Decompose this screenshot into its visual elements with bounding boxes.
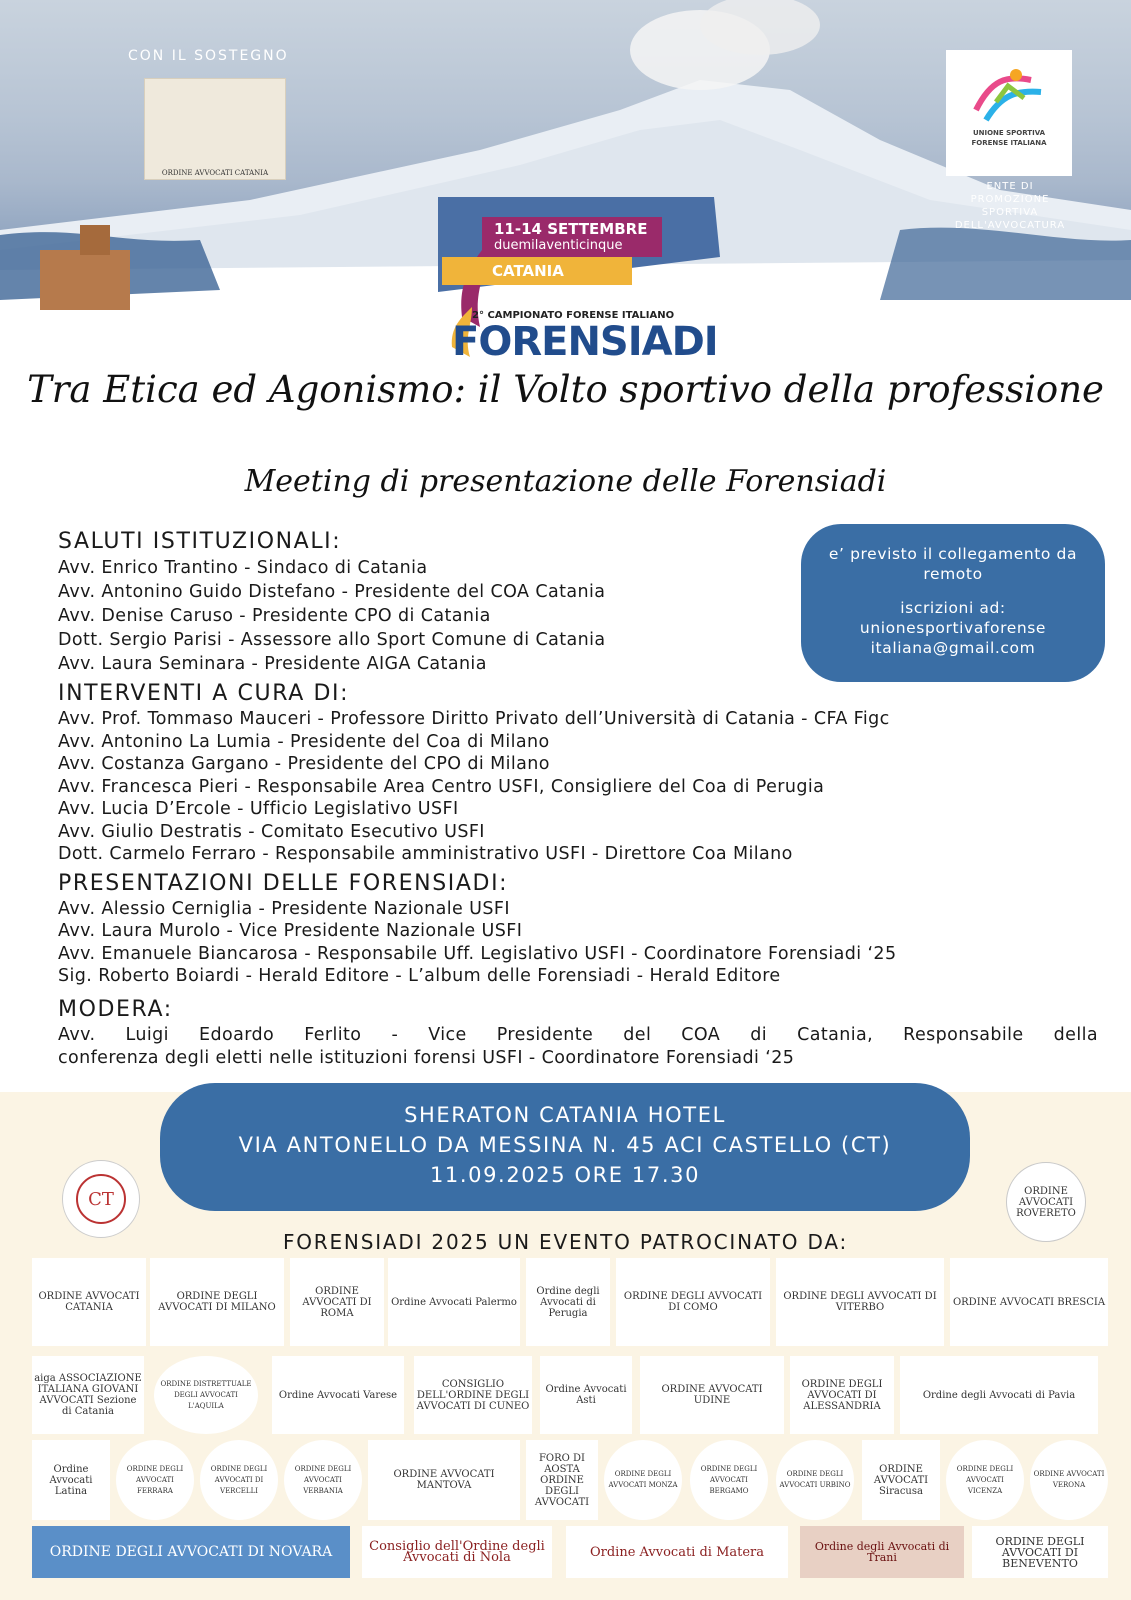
venue-name: SHERATON CATANIA HOTEL <box>404 1103 726 1127</box>
patron-name: Ordine Avvocati Asti <box>545 1384 627 1406</box>
patron-logo <box>526 1440 598 1520</box>
interventi-item: Avv. Costanza Gargano - Presidente del CPO di Milano <box>58 754 550 774</box>
usfi-logo <box>946 50 1072 176</box>
saluti-item: Avv. Enrico Trantino - Sindaco di Catania <box>58 558 428 578</box>
patron-name: ORDINE DISTRETTUALE DEGLI AVVOCATI L'AQUILA <box>160 1379 252 1410</box>
patron-name: ORDINE DEGLI AVVOCATI VERBANIA <box>294 1464 352 1495</box>
patron-name: ORDINE DEGLI AVVOCATI DI VITERBO <box>783 1291 937 1313</box>
presentazioni-item: Avv. Alessio Cerniglia - Presidente Nazionale USFI <box>58 898 510 919</box>
program <box>58 524 1098 1069</box>
venue-address: VIA ANTONELLO DA MESSINA N. 45 ACI CASTELLO (CT) <box>238 1133 892 1157</box>
patron-name: ORDINE DEGLI AVVOCATI MONZA <box>608 1470 678 1489</box>
date-band <box>482 217 662 257</box>
email-line-1[interactable]: unionesportivaforense <box>859 619 1047 637</box>
svg-text:CT: CT <box>88 1189 114 1210</box>
patron-logo <box>154 1356 258 1434</box>
interventi-item: Dott. Carmelo Ferraro - Responsabile amministrativo USFI - Direttore Coa Milano <box>58 844 793 864</box>
patron-logo <box>414 1356 532 1434</box>
patron-name: ORDINE DEGLI AVVOCATI DI VERCELLI <box>210 1464 268 1495</box>
patron-logo <box>776 1258 944 1346</box>
event-city: CATANIA <box>442 257 632 285</box>
interventi-item: Avv. Francesca Pieri - Responsabile Area Centro USFI, Consigliere del Coa di Perugia <box>58 776 825 797</box>
modera-heading: MODERA: <box>58 996 173 1022</box>
presentazioni-item: Avv. Laura Murolo - Vice Presidente Nazionale USFI <box>58 921 523 941</box>
saluti-item: Avv. Antonino Guido Distefano - Presidente del COA Catania <box>58 582 606 602</box>
patron-name: ORDINE DEGLI AVVOCATI VICENZA <box>956 1464 1014 1495</box>
patron-logo <box>32 1526 350 1578</box>
patron-name: Ordine degli Avvocati di Perugia <box>536 1285 600 1319</box>
patron-name: Ordine Avvocati di Matera <box>589 1544 765 1560</box>
patron-name: ORDINE DEGLI AVVOCATI DI NOVARA <box>49 1543 333 1560</box>
presentazioni-heading: PRESENTAZIONI DELLE FORENSIADI: <box>58 870 509 896</box>
patron-logo <box>526 1258 610 1346</box>
usfi-runner-icon <box>946 50 1072 130</box>
modera-line-2: conferenza degli eletti nelle istituzioni forensi USFI - Coordinatore Forensiadi ‘25 <box>58 1047 795 1068</box>
saluti-item: Avv. Denise Caruso - Presidente CPO di Catania <box>58 606 491 626</box>
patron-name: ORDINE DEGLI AVVOCATI BERGAMO <box>700 1464 758 1495</box>
rovereto-name: ORDINE AVVOCATI ROVERETO <box>1016 1185 1076 1219</box>
patron-logo <box>388 1258 520 1346</box>
patron-logo <box>776 1440 854 1520</box>
patron-name: ORDINE AVVOCATI MANTOVA <box>393 1469 495 1491</box>
patron-logo <box>950 1258 1108 1346</box>
event-dates: 11-14 SETTEMBRE <box>494 220 648 238</box>
patron-logo <box>900 1356 1098 1434</box>
patron-name: ORDINE DEGLI AVVOCATI FERRARA <box>126 1464 184 1495</box>
left-seal-logo <box>62 1160 140 1238</box>
event-year: duemilaventicinque <box>494 238 623 253</box>
interventi-item: Avv. Antonino La Lumia - Presidente del Coa di Milano <box>58 731 550 752</box>
usfi-caption: UNIONE SPORTIVA FORENSE ITALIANA <box>971 129 1047 147</box>
seal-emblem-icon <box>63 1161 139 1237</box>
main-subtitle: Tra Etica ed Agonismo: il Volto sportivo della professione <box>27 368 1104 411</box>
patron-logo <box>32 1258 146 1346</box>
event-badge <box>432 197 720 365</box>
patron-name: Ordine Avvocati Varese <box>278 1389 398 1401</box>
patron-name: Ordine degli Avvocati di Trani <box>814 1540 950 1564</box>
email-line-2[interactable]: italiana@gmail.com <box>870 639 1036 657</box>
patron-logo <box>616 1258 770 1346</box>
patron-logo <box>368 1440 520 1520</box>
patron-name: ORDINE AVVOCATI DI ROMA <box>302 1285 372 1319</box>
presentazioni-item: Sig. Roberto Boiardi - Herald Editore - L’album delle Forensiadi - Herald Editore <box>58 966 781 986</box>
patron-name: CONSIGLIO DELL'ORDINE DEGLI AVVOCATI DI CUNEO <box>416 1378 530 1412</box>
patron-logo <box>272 1356 404 1434</box>
ente-promozione: ENTE DI PROMOZIONE SPORTIVA DELL'AVVOCATURA <box>954 181 1066 231</box>
venue-box <box>160 1083 970 1211</box>
interventi-item: Avv. Lucia D’Ercole - Ufficio Legislativo USFI <box>58 799 459 819</box>
patron-name: ORDINE DEGLI AVVOCATI DI ALESSANDRIA <box>801 1378 883 1412</box>
patrons-title: FORENSIADI 2025 UN EVENTO PATROCINATO DA: <box>282 1230 849 1254</box>
interventi-item: Avv. Giulio Destratis - Comitato Esecutivo USFI <box>58 821 485 842</box>
patron-logo <box>566 1526 788 1578</box>
patron-logo <box>604 1440 682 1520</box>
venue-datetime: 11.09.2025 ORE 17.30 <box>429 1163 701 1187</box>
patron-logo <box>800 1526 964 1578</box>
saluti-heading: SALUTI ISTITUZIONALI: <box>58 529 342 554</box>
patron-logo <box>290 1258 384 1346</box>
patron-name: aiga ASSOCIAZIONE ITALIANA GIOVANI AVVOCATI Sezione di Catania <box>34 1373 142 1417</box>
presentazioni-item: Avv. Emanuele Biancarosa - Responsabile Uff. Legislativo USFI - Coordinatore Forensiadi ‘25 <box>58 943 897 964</box>
patron-name: ORDINE AVVOCATI VERONA <box>1033 1470 1105 1489</box>
patron-name: ORDINE DEGLI AVVOCATI URBINO <box>779 1470 851 1489</box>
patron-name: Ordine Avvocati Palermo <box>391 1296 517 1308</box>
meeting-subtitle: Meeting di presentazione delle Forensiadi <box>244 464 887 499</box>
patron-name: ORDINE DEGLI AVVOCATI DI MILANO <box>158 1291 276 1313</box>
patron-logo <box>32 1440 110 1520</box>
patron-logo <box>640 1356 784 1434</box>
interventi-item: Avv. Prof. Tommaso Mauceri - Professore Diritto Privato dell’Università di Catania - CFA Figc <box>58 709 890 729</box>
championship-label: 2° CAMPIONATO FORENSE ITALIANO <box>472 310 675 321</box>
patron-name: FORO DI AOSTA ORDINE DEGLI AVVOCATI <box>534 1452 590 1508</box>
coa-catania-logo <box>144 78 286 180</box>
patron-logo <box>946 1440 1024 1520</box>
patron-logo <box>116 1440 194 1520</box>
patron-name: ORDINE DEGLI AVVOCATI DI BENEVENTO <box>995 1534 1085 1570</box>
interventi-heading: INTERVENTI A CURA DI: <box>58 681 350 706</box>
patron-logo <box>150 1258 284 1346</box>
patron-name: ORDINE AVVOCATI BRESCIA <box>952 1296 1106 1308</box>
patron-name: Consiglio dell'Ordine degli Avvocati di Nola <box>369 1539 545 1565</box>
saluti-item: Dott. Sergio Parisi - Assessore allo Sport Comune di Catania <box>58 630 606 650</box>
coa-catania-caption: ORDINE AVVOCATI CATANIA <box>161 169 269 177</box>
patron-logo <box>284 1440 362 1520</box>
remote-note: e’ previsto il collegamento da remoto <box>828 545 1078 583</box>
patron-name: ORDINE AVVOCATI Siracusa <box>873 1463 929 1497</box>
support-label: CON IL SOSTEGNO <box>128 48 289 64</box>
patron-logo <box>200 1440 278 1520</box>
patron-name: Ordine degli Avvocati di Pavia <box>922 1389 1076 1401</box>
modera-line-1: Avv. Luigi Edoardo Ferlito - Vice Presidente del COA di Catania, Responsabile della <box>58 1024 1098 1045</box>
patron-logo <box>540 1356 632 1434</box>
saluti-item: Avv. Laura Seminara - Presidente AIGA Catania <box>58 654 487 674</box>
patron-name: ORDINE AVVOCATI UDINE <box>661 1384 763 1406</box>
iscrizioni-label: iscrizioni ad: <box>900 599 1006 617</box>
patron-logo <box>690 1440 768 1520</box>
patron-name: Ordine Avvocati Latina <box>49 1463 93 1497</box>
brand-title: FORENSIADI <box>452 319 718 365</box>
patron-logo <box>32 1356 144 1434</box>
patron-logo <box>862 1440 940 1520</box>
patron-name: ORDINE AVVOCATI CATANIA <box>38 1291 140 1313</box>
patron-name: ORDINE DEGLI AVVOCATI DI COMO <box>623 1291 763 1313</box>
patron-logo <box>790 1356 894 1434</box>
patron-logo <box>362 1526 552 1578</box>
patron-logo <box>972 1526 1108 1578</box>
patron-logo <box>1030 1440 1108 1520</box>
